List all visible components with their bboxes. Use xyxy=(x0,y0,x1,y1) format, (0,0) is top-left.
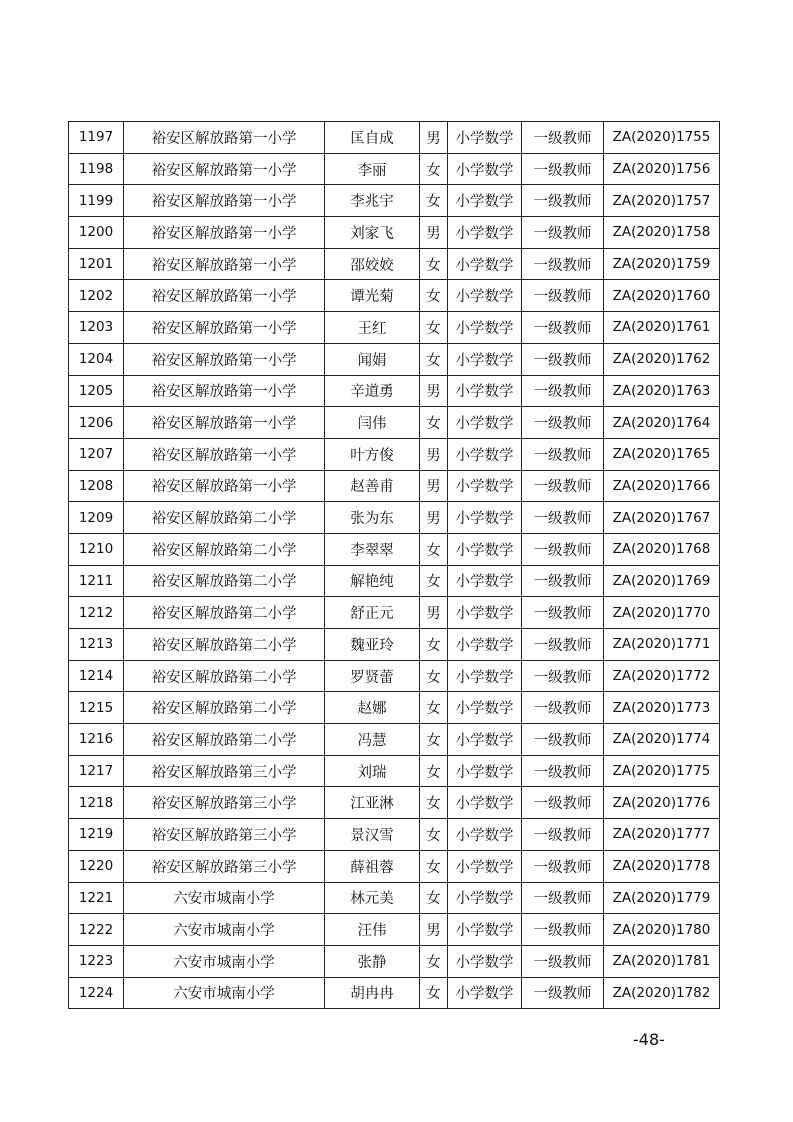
school-name-cell: 裕安区解放路第一小学 xyxy=(124,312,325,344)
serial-number-cell: 1203 xyxy=(69,312,124,344)
serial-number-cell: 1210 xyxy=(69,533,124,565)
teacher-name-cell: 谭光菊 xyxy=(325,280,420,312)
certificate-number-cell: ZA(2020)1781 xyxy=(604,945,720,977)
teacher-name-cell: 汪伟 xyxy=(325,914,420,946)
school-name-cell: 裕安区解放路第二小学 xyxy=(124,629,325,661)
school-name-cell: 裕安区解放路第一小学 xyxy=(124,438,325,470)
certificate-number-cell: ZA(2020)1773 xyxy=(604,692,720,724)
teacher-name-cell: 邵姣姣 xyxy=(325,248,420,280)
title-cell: 一级教师 xyxy=(522,914,604,946)
subject-cell: 小学数学 xyxy=(448,882,522,914)
gender-cell: 女 xyxy=(420,565,448,597)
table-row xyxy=(69,407,720,439)
serial-number-cell: 1211 xyxy=(69,565,124,597)
school-name-cell: 裕安区解放路第一小学 xyxy=(124,185,325,217)
title-cell: 一级教师 xyxy=(522,692,604,724)
subject-cell: 小学数学 xyxy=(448,217,522,249)
teacher-name-cell: 赵善甫 xyxy=(325,470,420,502)
title-cell: 一级教师 xyxy=(522,819,604,851)
teacher-name-cell: 薛祖蓉 xyxy=(325,850,420,882)
gender-cell: 女 xyxy=(420,185,448,217)
subject-cell: 小学数学 xyxy=(448,914,522,946)
certificate-number-cell: ZA(2020)1759 xyxy=(604,248,720,280)
serial-number-cell: 1219 xyxy=(69,819,124,851)
table-row xyxy=(69,850,720,882)
certificate-number-cell: ZA(2020)1756 xyxy=(604,153,720,185)
teacher-name-cell: 赵娜 xyxy=(325,692,420,724)
title-cell: 一级教师 xyxy=(522,312,604,344)
gender-cell: 男 xyxy=(420,122,448,154)
gender-cell: 女 xyxy=(420,312,448,344)
certificate-number-cell: ZA(2020)1766 xyxy=(604,470,720,502)
title-cell: 一级教师 xyxy=(522,533,604,565)
teacher-name-cell: 刘瑞 xyxy=(325,755,420,787)
certificate-number-cell: ZA(2020)1758 xyxy=(604,217,720,249)
school-name-cell: 裕安区解放路第二小学 xyxy=(124,565,325,597)
title-cell: 一级教师 xyxy=(522,248,604,280)
school-name-cell: 裕安区解放路第一小学 xyxy=(124,470,325,502)
serial-number-cell: 1200 xyxy=(69,217,124,249)
table-row xyxy=(69,343,720,375)
certificate-number-cell: ZA(2020)1774 xyxy=(604,724,720,756)
teacher-name-cell: 冯慧 xyxy=(325,724,420,756)
gender-cell: 女 xyxy=(420,692,448,724)
school-name-cell: 裕安区解放路第二小学 xyxy=(124,597,325,629)
serial-number-cell: 1221 xyxy=(69,882,124,914)
subject-cell: 小学数学 xyxy=(448,122,522,154)
school-name-cell: 六安市城南小学 xyxy=(124,882,325,914)
school-name-cell: 裕安区解放路第二小学 xyxy=(124,533,325,565)
school-name-cell: 六安市城南小学 xyxy=(124,914,325,946)
serial-number-cell: 1224 xyxy=(69,977,124,1009)
teacher-name-cell: 王红 xyxy=(325,312,420,344)
gender-cell: 女 xyxy=(420,280,448,312)
serial-number-cell: 1209 xyxy=(69,502,124,534)
certificate-number-cell: ZA(2020)1777 xyxy=(604,819,720,851)
serial-number-cell: 1223 xyxy=(69,945,124,977)
gender-cell: 女 xyxy=(420,343,448,375)
teacher-name-cell: 舒正元 xyxy=(325,597,420,629)
subject-cell: 小学数学 xyxy=(448,945,522,977)
table-row xyxy=(69,724,720,756)
table-row xyxy=(69,185,720,217)
certificate-number-cell: ZA(2020)1762 xyxy=(604,343,720,375)
serial-number-cell: 1204 xyxy=(69,343,124,375)
school-name-cell: 裕安区解放路第一小学 xyxy=(124,280,325,312)
teacher-name-cell: 胡冉冉 xyxy=(325,977,420,1009)
school-name-cell: 裕安区解放路第三小学 xyxy=(124,755,325,787)
teacher-name-cell: 李丽 xyxy=(325,153,420,185)
table-row xyxy=(69,945,720,977)
title-cell: 一级教师 xyxy=(522,597,604,629)
certificate-number-cell: ZA(2020)1760 xyxy=(604,280,720,312)
school-name-cell: 裕安区解放路第一小学 xyxy=(124,343,325,375)
school-name-cell: 裕安区解放路第一小学 xyxy=(124,153,325,185)
serial-number-cell: 1217 xyxy=(69,755,124,787)
table-row xyxy=(69,248,720,280)
teacher-roster-table xyxy=(68,121,720,1009)
subject-cell: 小学数学 xyxy=(448,312,522,344)
subject-cell: 小学数学 xyxy=(448,280,522,312)
teacher-name-cell: 李翠翠 xyxy=(325,533,420,565)
table-row xyxy=(69,438,720,470)
school-name-cell: 裕安区解放路第一小学 xyxy=(124,375,325,407)
page-number: -48- xyxy=(633,1030,665,1049)
serial-number-cell: 1207 xyxy=(69,438,124,470)
title-cell: 一级教师 xyxy=(522,660,604,692)
teacher-name-cell: 罗贤蕾 xyxy=(325,660,420,692)
teacher-name-cell: 李兆宇 xyxy=(325,185,420,217)
certificate-number-cell: ZA(2020)1775 xyxy=(604,755,720,787)
table-row xyxy=(69,470,720,502)
gender-cell: 女 xyxy=(420,533,448,565)
serial-number-cell: 1202 xyxy=(69,280,124,312)
serial-number-cell: 1212 xyxy=(69,597,124,629)
teacher-name-cell: 匡自成 xyxy=(325,122,420,154)
school-name-cell: 裕安区解放路第三小学 xyxy=(124,819,325,851)
teacher-name-cell: 解艳纯 xyxy=(325,565,420,597)
certificate-number-cell: ZA(2020)1767 xyxy=(604,502,720,534)
subject-cell: 小学数学 xyxy=(448,343,522,375)
certificate-number-cell: ZA(2020)1779 xyxy=(604,882,720,914)
table-row xyxy=(69,280,720,312)
serial-number-cell: 1198 xyxy=(69,153,124,185)
certificate-number-cell: ZA(2020)1776 xyxy=(604,787,720,819)
table-row xyxy=(69,122,720,154)
school-name-cell: 裕安区解放路第二小学 xyxy=(124,660,325,692)
certificate-number-cell: ZA(2020)1770 xyxy=(604,597,720,629)
subject-cell: 小学数学 xyxy=(448,565,522,597)
title-cell: 一级教师 xyxy=(522,122,604,154)
subject-cell: 小学数学 xyxy=(448,755,522,787)
gender-cell: 男 xyxy=(420,375,448,407)
table-row xyxy=(69,977,720,1009)
subject-cell: 小学数学 xyxy=(448,438,522,470)
school-name-cell: 裕安区解放路第二小学 xyxy=(124,502,325,534)
table-row xyxy=(69,597,720,629)
subject-cell: 小学数学 xyxy=(448,185,522,217)
school-name-cell: 裕安区解放路第一小学 xyxy=(124,217,325,249)
title-cell: 一级教师 xyxy=(522,280,604,312)
title-cell: 一级教师 xyxy=(522,217,604,249)
table-row xyxy=(69,629,720,661)
certificate-number-cell: ZA(2020)1755 xyxy=(604,122,720,154)
title-cell: 一级教师 xyxy=(522,565,604,597)
certificate-number-cell: ZA(2020)1782 xyxy=(604,977,720,1009)
serial-number-cell: 1205 xyxy=(69,375,124,407)
title-cell: 一级教师 xyxy=(522,470,604,502)
subject-cell: 小学数学 xyxy=(448,692,522,724)
certificate-number-cell: ZA(2020)1764 xyxy=(604,407,720,439)
teacher-name-cell: 魏亚玲 xyxy=(325,629,420,661)
title-cell: 一级教师 xyxy=(522,343,604,375)
teacher-name-cell: 江亚淋 xyxy=(325,787,420,819)
serial-number-cell: 1214 xyxy=(69,660,124,692)
teacher-name-cell: 张为东 xyxy=(325,502,420,534)
gender-cell: 女 xyxy=(420,660,448,692)
subject-cell: 小学数学 xyxy=(448,375,522,407)
serial-number-cell: 1206 xyxy=(69,407,124,439)
table-row xyxy=(69,755,720,787)
table-row xyxy=(69,153,720,185)
title-cell: 一级教师 xyxy=(522,945,604,977)
serial-number-cell: 1201 xyxy=(69,248,124,280)
table-row xyxy=(69,914,720,946)
school-name-cell: 裕安区解放路第三小学 xyxy=(124,787,325,819)
school-name-cell: 六安市城南小学 xyxy=(124,945,325,977)
table-row xyxy=(69,533,720,565)
subject-cell: 小学数学 xyxy=(448,407,522,439)
gender-cell: 女 xyxy=(420,407,448,439)
certificate-number-cell: ZA(2020)1768 xyxy=(604,533,720,565)
title-cell: 一级教师 xyxy=(522,629,604,661)
gender-cell: 女 xyxy=(420,945,448,977)
gender-cell: 男 xyxy=(420,914,448,946)
table-row xyxy=(69,660,720,692)
title-cell: 一级教师 xyxy=(522,755,604,787)
school-name-cell: 裕安区解放路第二小学 xyxy=(124,724,325,756)
subject-cell: 小学数学 xyxy=(448,819,522,851)
title-cell: 一级教师 xyxy=(522,977,604,1009)
gender-cell: 男 xyxy=(420,217,448,249)
title-cell: 一级教师 xyxy=(522,153,604,185)
certificate-number-cell: ZA(2020)1761 xyxy=(604,312,720,344)
gender-cell: 女 xyxy=(420,248,448,280)
subject-cell: 小学数学 xyxy=(448,629,522,661)
school-name-cell: 裕安区解放路第一小学 xyxy=(124,407,325,439)
table-row xyxy=(69,312,720,344)
gender-cell: 男 xyxy=(420,470,448,502)
subject-cell: 小学数学 xyxy=(448,153,522,185)
school-name-cell: 裕安区解放路第一小学 xyxy=(124,248,325,280)
teacher-name-cell: 叶方俊 xyxy=(325,438,420,470)
subject-cell: 小学数学 xyxy=(448,470,522,502)
certificate-number-cell: ZA(2020)1765 xyxy=(604,438,720,470)
table-row xyxy=(69,502,720,534)
teacher-name-cell: 林元美 xyxy=(325,882,420,914)
table-row xyxy=(69,882,720,914)
title-cell: 一级教师 xyxy=(522,407,604,439)
serial-number-cell: 1208 xyxy=(69,470,124,502)
serial-number-cell: 1218 xyxy=(69,787,124,819)
school-name-cell: 裕安区解放路第二小学 xyxy=(124,692,325,724)
subject-cell: 小学数学 xyxy=(448,850,522,882)
serial-number-cell: 1222 xyxy=(69,914,124,946)
serial-number-cell: 1199 xyxy=(69,185,124,217)
subject-cell: 小学数学 xyxy=(448,533,522,565)
gender-cell: 女 xyxy=(420,153,448,185)
title-cell: 一级教师 xyxy=(522,502,604,534)
gender-cell: 女 xyxy=(420,882,448,914)
table-body xyxy=(69,122,720,1009)
subject-cell: 小学数学 xyxy=(448,977,522,1009)
serial-number-cell: 1213 xyxy=(69,629,124,661)
title-cell: 一级教师 xyxy=(522,882,604,914)
teacher-name-cell: 张静 xyxy=(325,945,420,977)
subject-cell: 小学数学 xyxy=(448,502,522,534)
teacher-name-cell: 刘家飞 xyxy=(325,217,420,249)
subject-cell: 小学数学 xyxy=(448,597,522,629)
gender-cell: 女 xyxy=(420,850,448,882)
subject-cell: 小学数学 xyxy=(448,787,522,819)
gender-cell: 女 xyxy=(420,787,448,819)
title-cell: 一级教师 xyxy=(522,185,604,217)
gender-cell: 男 xyxy=(420,597,448,629)
teacher-name-cell: 闻娟 xyxy=(325,343,420,375)
table-row xyxy=(69,787,720,819)
title-cell: 一级教师 xyxy=(522,375,604,407)
table-row xyxy=(69,692,720,724)
table-row xyxy=(69,375,720,407)
gender-cell: 女 xyxy=(420,629,448,661)
certificate-number-cell: ZA(2020)1757 xyxy=(604,185,720,217)
certificate-number-cell: ZA(2020)1780 xyxy=(604,914,720,946)
serial-number-cell: 1215 xyxy=(69,692,124,724)
gender-cell: 女 xyxy=(420,755,448,787)
subject-cell: 小学数学 xyxy=(448,724,522,756)
certificate-number-cell: ZA(2020)1769 xyxy=(604,565,720,597)
certificate-number-cell: ZA(2020)1778 xyxy=(604,850,720,882)
teacher-name-cell: 闫伟 xyxy=(325,407,420,439)
gender-cell: 女 xyxy=(420,977,448,1009)
serial-number-cell: 1216 xyxy=(69,724,124,756)
school-name-cell: 六安市城南小学 xyxy=(124,977,325,1009)
gender-cell: 男 xyxy=(420,438,448,470)
title-cell: 一级教师 xyxy=(522,850,604,882)
gender-cell: 女 xyxy=(420,724,448,756)
school-name-cell: 裕安区解放路第一小学 xyxy=(124,122,325,154)
certificate-number-cell: ZA(2020)1772 xyxy=(604,660,720,692)
teacher-name-cell: 辛道勇 xyxy=(325,375,420,407)
table-row xyxy=(69,217,720,249)
school-name-cell: 裕安区解放路第三小学 xyxy=(124,850,325,882)
subject-cell: 小学数学 xyxy=(448,660,522,692)
gender-cell: 女 xyxy=(420,819,448,851)
table-row xyxy=(69,565,720,597)
title-cell: 一级教师 xyxy=(522,438,604,470)
title-cell: 一级教师 xyxy=(522,724,604,756)
teacher-name-cell: 景汉雪 xyxy=(325,819,420,851)
serial-number-cell: 1197 xyxy=(69,122,124,154)
certificate-number-cell: ZA(2020)1763 xyxy=(604,375,720,407)
subject-cell: 小学数学 xyxy=(448,248,522,280)
title-cell: 一级教师 xyxy=(522,787,604,819)
serial-number-cell: 1220 xyxy=(69,850,124,882)
table-row xyxy=(69,819,720,851)
certificate-number-cell: ZA(2020)1771 xyxy=(604,629,720,661)
gender-cell: 男 xyxy=(420,502,448,534)
